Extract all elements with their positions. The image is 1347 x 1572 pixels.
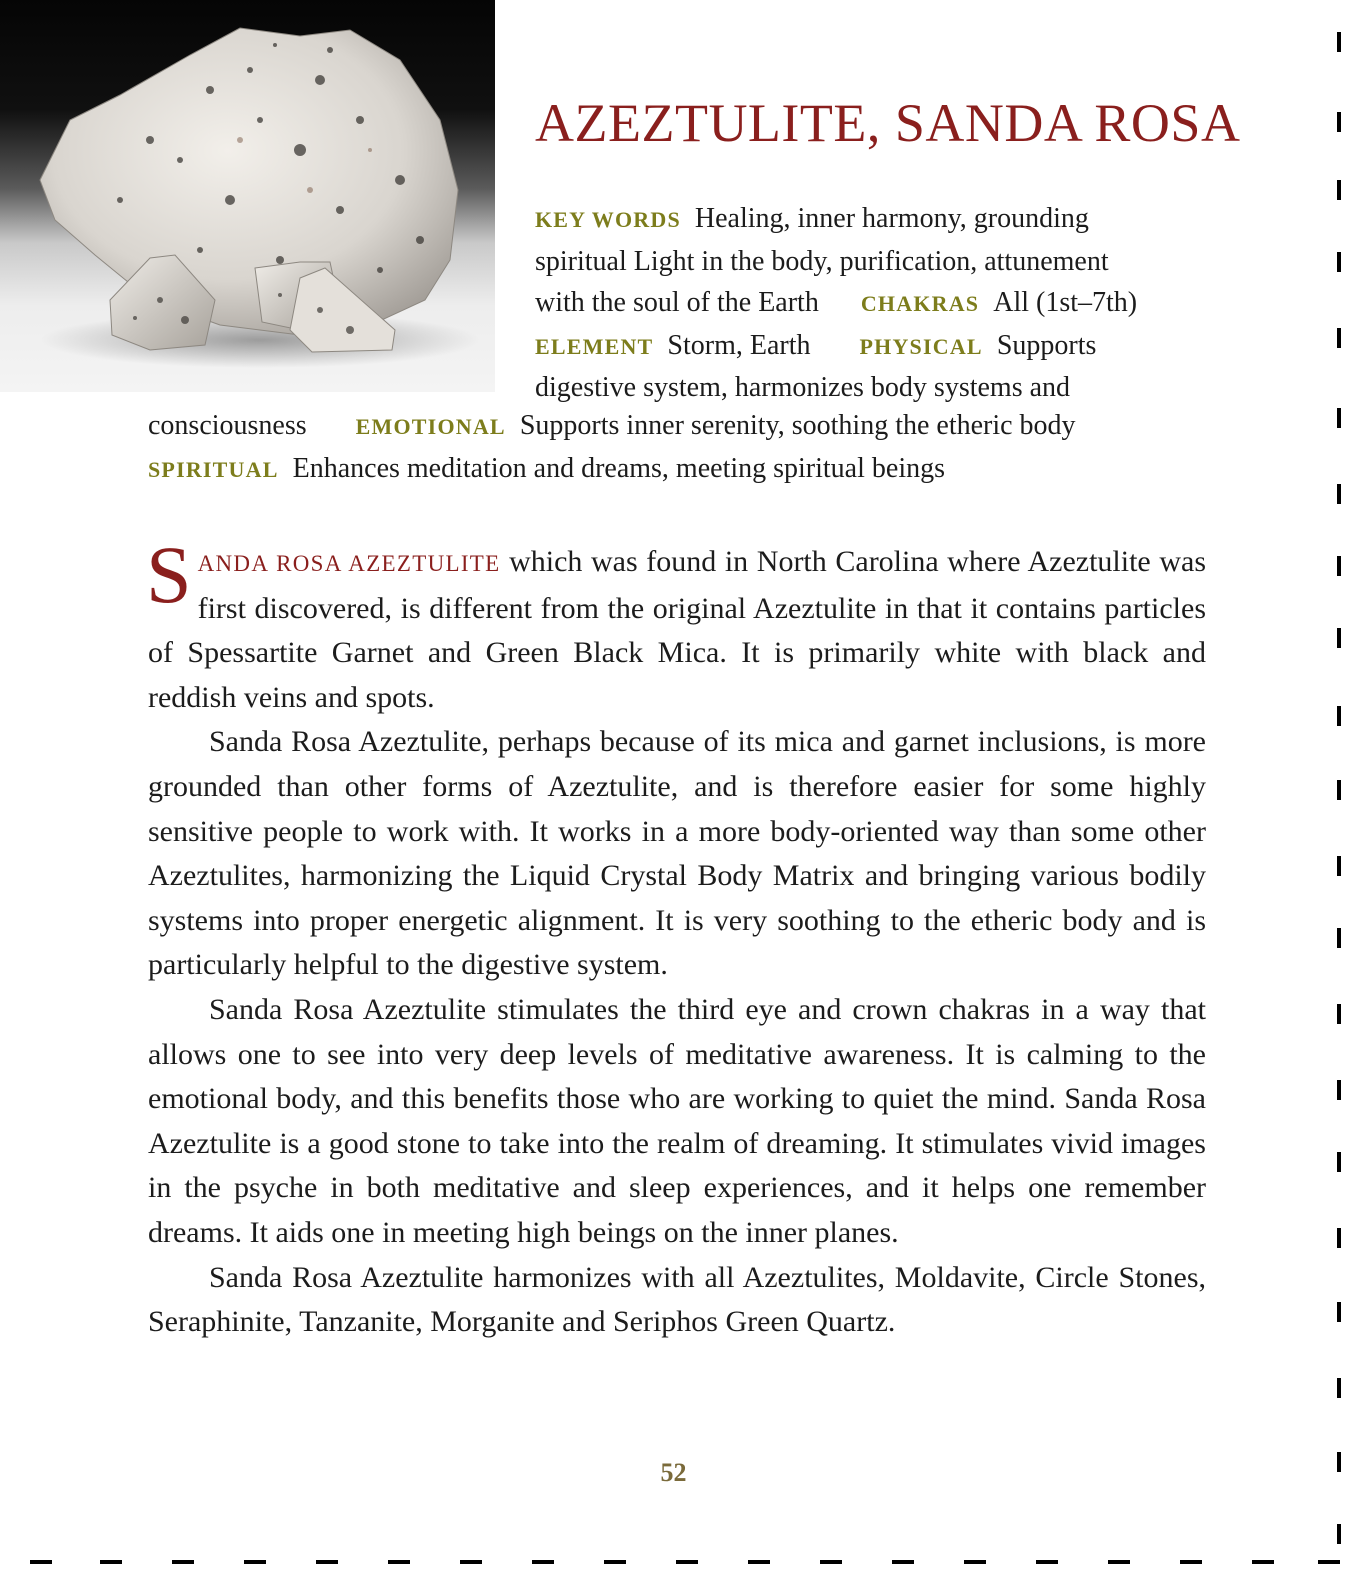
properties-block <box>535 198 1137 409</box>
paragraph-3: Sanda Rosa Azeztulite stimulates the third eye and crown chakras in a way that allows one to see into very deep levels of meditative awareness. It is calming to the emotional body, and this benefits those who are working to quiet the mind. Sanda Rosa Azeztulite is a good stone to take into the realm of dreaming. It stimulates vivid images in the psyche in both meditative and sleep experiences, and it helps one remember dreams. It aids one in meeting high beings on the inner planes. <box>148 992 1206 1249</box>
properties-block-wide <box>148 405 1076 490</box>
emotional-value: Supports inner serenity, soothing the etheric body <box>519 410 1076 441</box>
spiritual-label: SPIRITUAL <box>148 456 279 482</box>
key-words-label: KEY WORDS <box>535 207 681 232</box>
element-physical-line <box>535 325 1137 368</box>
drop-cap: S <box>146 529 192 620</box>
key-words-chakras-line <box>535 282 1137 325</box>
element-label: ELEMENT <box>535 333 654 359</box>
element-value: Storm, Earth <box>667 329 811 361</box>
crystal-photo <box>0 0 495 392</box>
key-words-value-3: with the soul of the Earth <box>535 287 819 318</box>
chakras-value: All (1st–7th) <box>993 287 1138 318</box>
body-text <box>146 529 1206 1345</box>
paragraph-1 <box>146 529 1206 720</box>
paragraph-1-text: which was found in North Carolina where Azeztulite was first discovered, is different from the original Azeztulite in that it contains particles of Spessartite Garnet and Green Black Mica. It is primarily white with black and reddish veins and spots. <box>148 545 1206 714</box>
key-words-value: Healing, inner harmony, grounding <box>694 203 1089 234</box>
physical-line-2: digestive system, harmonizes body systems and <box>535 372 1071 403</box>
paragraph-4: Sanda Rosa Azeztulite harmonizes with all Azeztulites, Moldavite, Circle Stones, Seraphinite, Tanzanite, Morganite and Seriphos Green Quartz. <box>148 1260 1206 1339</box>
emotional-line <box>148 405 1076 448</box>
crystal-illustration <box>0 0 495 392</box>
lead-in: ANDA ROSA AZEZTULITE <box>197 551 501 576</box>
spiritual-line <box>148 448 1076 491</box>
paragraph-2: Sanda Rosa Azeztulite, perhaps because of its mica and garnet inclusions, is more grounded than other forms of Azeztulite, and is therefore easier for some highly sensitive people to work with. It works in a more body-oriented way than some other Azeztulites, harmonizing the Liquid Crystal Body Matrix and bringing various bodily systems into proper energetic alignment. It is very soothing to the etheric body and is particularly helpful to the digestive system. <box>148 725 1206 982</box>
emotional-label: EMOTIONAL <box>355 414 506 439</box>
key-words-line <box>535 198 1137 241</box>
chakras-label: CHAKRAS <box>860 291 980 316</box>
spiritual-value: Enhances meditation and dreams, meeting spiritual beings <box>292 452 945 484</box>
physical-value-3: consciousness <box>148 410 307 441</box>
physical-label: PHYSICAL <box>859 333 983 359</box>
page-title: AZEZTULITE, SANDA ROSA <box>535 93 1241 153</box>
page-number: 52 <box>660 1458 687 1487</box>
physical-value: Supports <box>996 329 1097 361</box>
key-words-line-2: spiritual Light in the body, purification, attunement <box>535 245 1109 277</box>
